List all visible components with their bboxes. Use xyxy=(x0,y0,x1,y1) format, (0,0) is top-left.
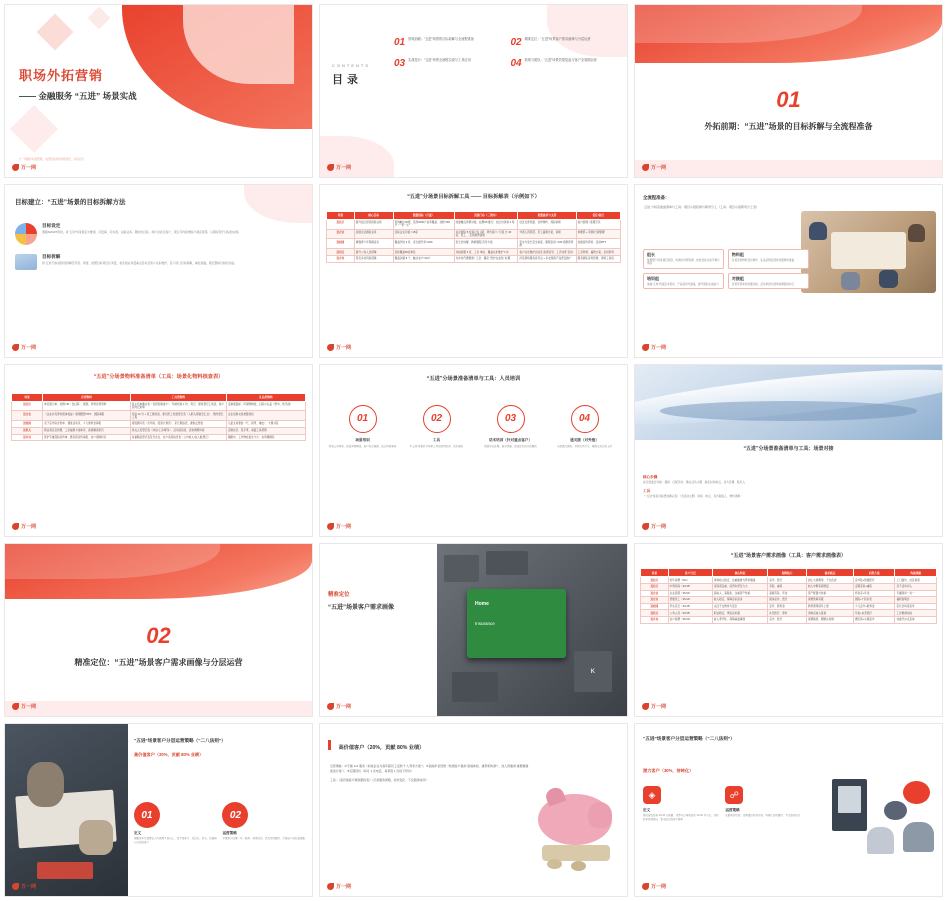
role-card xyxy=(643,249,724,269)
brand-logo xyxy=(12,523,36,531)
col-header: 场景 xyxy=(641,569,669,577)
card-number: 02 xyxy=(222,802,248,828)
brand-name: 万一网 xyxy=(21,524,37,531)
col-header: 需求痛点 xyxy=(806,569,853,577)
page-subtitle: 精准定位 xyxy=(328,592,350,599)
table-row: 进社区 中青家庭（30-45） 家庭责任重、房贷车贷压力大 寿险、重疾 收入中断家庭断层 定期寿险+重疾 亲子活动切入 xyxy=(641,584,937,591)
table-row: 进乡村 医护专属保险宣传单、惠民保宣传海报、农户保障折页 村委联络登记表及代办点、农户家庭信息表（人均收入/农人数登记） 围裙巾、工作物检查生卡片、农用便携包 xyxy=(12,434,306,441)
step-desc: 聚焦异议处理、需求挖掘、促成话术的实战模拟 xyxy=(484,444,537,448)
contents-item[interactable] xyxy=(394,58,503,69)
goal-decomposition-table xyxy=(326,211,621,263)
page-title: “五进”分场景目标拆解工具 —— 目标拆解表（示例如下） xyxy=(407,193,540,200)
col-header: 保障缺口 xyxy=(768,569,807,577)
brand-logo xyxy=(12,164,36,172)
card-title: 运营策略 xyxy=(222,831,237,836)
table-row: 进校园 学生家长（30-45） 关注子女教育与安全 意外、教育金 教育费用逐年上涨 少儿意外+教育金 家长会场景宣导 xyxy=(641,603,937,610)
brand-mark-icon xyxy=(12,703,19,710)
abstract-photo xyxy=(635,365,942,441)
table-row: 进机关 职业责任宣传册、工会福利方案单页、政策解读折页 机关人员登记表（岗位/工会/职务）、活动签到表、需求调研问卷 定制台历、签字笔、桌面工具笔筒 xyxy=(12,427,306,434)
brand-logo xyxy=(642,344,666,352)
strategy-card[interactable] xyxy=(643,786,720,821)
slide-potential-customers xyxy=(634,723,943,897)
decor-footer xyxy=(635,160,942,177)
key-label-k: K xyxy=(574,651,612,692)
brand-name: 万一网 xyxy=(651,524,667,531)
goal-block-body: 将“五进”目标按阶段拆解至月度、周度、按照目标责任任务量，将次级业务量重点目标及客户关系维护、签下的门目标拆解，减轻加锚，锁定整体目标的达成。 xyxy=(42,260,237,265)
contents-label-en: CONTENTS xyxy=(332,63,370,68)
training-step[interactable] xyxy=(328,405,397,448)
keyboard-photo xyxy=(437,544,627,716)
brand-logo xyxy=(327,523,351,531)
slide-contents xyxy=(319,4,628,178)
brand-name: 万一网 xyxy=(336,164,352,171)
docking-block-title: 核心步骤 xyxy=(643,474,658,479)
card-desc: 曾经留资咨询 10-30 万保额、或参与过场景活动 12-30 岁左右、或有较早咨询意向、暂未成交的客户群体 xyxy=(643,814,719,821)
page-title: 高价值客户（20%，贡献 80% 业绩） xyxy=(338,745,425,752)
cover-title: 职场外拓营销 xyxy=(19,68,104,83)
brand-logo xyxy=(642,883,666,891)
docking-block xyxy=(643,475,934,485)
contents-item-number: 04 xyxy=(510,58,522,69)
step-desc: 熟悉五进场景、政策背景解读、客户特点梳理，结合场景演练 xyxy=(328,444,397,448)
slide-prep-groups xyxy=(634,184,943,358)
step-desc: 6“五进”场景的分场景工具包使用培训、话术演练 xyxy=(409,444,464,448)
col-header: 礼品类物料 xyxy=(226,393,305,401)
contents-label-cn: 目录 xyxy=(332,74,362,86)
slide-goal-method xyxy=(4,184,313,358)
docking-block-desc: 社区居委会对接：摸排、匹配需求、确认活动主题、敲定时间地点，双方签署、联系人 xyxy=(643,480,746,484)
page-title: “五进”分场景准备清单与工具：人员培训 xyxy=(426,375,521,382)
col-header: 责任/备注 xyxy=(576,211,620,219)
brand-name: 万一网 xyxy=(651,344,667,351)
section-title: 精准定位：“五进”场景客户需求画像与分层运营 xyxy=(74,658,243,668)
contents-item-label: 妙笔前瞻：“五进”场景的目标拆解与全流程准备 xyxy=(408,37,474,41)
role-card-title: 物料组 xyxy=(731,251,744,257)
table-row: 进企业 拓展企业团险业务 目标企业对接 >15家 对企团险 8 位客户名 / 期、拜访客户 / 月度 计 20 家、员工 、互动教育落地 外部人资部部、员工福利方案、讲师 协理部 + 资源/行销管理 xyxy=(327,229,621,239)
col-header: 核心目标 xyxy=(354,211,393,219)
slide-goal-table xyxy=(319,184,628,358)
brand-mark-icon xyxy=(642,344,649,351)
brand-name: 万一网 xyxy=(21,884,37,890)
role-card-desc: 承接“五进”场景话术培训、产品培训与演练，提升团队实战能力 xyxy=(647,282,719,286)
goal-block xyxy=(15,254,302,270)
brand-name: 万一网 xyxy=(336,344,352,351)
step-label: 场景培训 xyxy=(355,437,370,442)
page-subtitle: 潜力客户（30%，待转化） xyxy=(643,768,694,774)
col-header: 匹配方案 xyxy=(853,569,894,577)
table-row: 进社区 单页展示单、社群 H5（含扫码）、展架、养老宣传资料 金主名单确认表（含居民联络卡）、年龄档案 1 份、笔记、现场登记工具表、客户意向记录单 定制保温杯、环保购物袋、扫码小礼品（纸巾、洗手液） xyxy=(12,401,306,411)
brand-mark-icon xyxy=(642,164,649,171)
slide-training-steps xyxy=(319,364,628,538)
docking-block-title: 工具 xyxy=(643,489,651,494)
contents-item-number: 01 xyxy=(394,37,406,48)
contents-item-number: 02 xyxy=(510,37,522,48)
signing-photo xyxy=(5,724,128,896)
card-desc: 专属客户经理一对一服务、季度回访、优先活动邀约、打通全产品权益链路 xyxy=(222,837,305,841)
brand-logo xyxy=(642,164,666,172)
title-bar-icon xyxy=(328,740,331,750)
brand-mark-icon xyxy=(642,703,649,710)
meeting-photo xyxy=(801,211,936,293)
brand-mark-icon xyxy=(12,883,19,890)
col-header: 场景 xyxy=(12,393,43,401)
brand-mark-icon xyxy=(12,344,19,351)
brand-logo xyxy=(327,344,351,352)
brand-name: 万一网 xyxy=(336,884,352,890)
page-title: “五进”场景客户分层运营策略（“二八法则”） xyxy=(133,738,226,744)
brand-mark-icon xyxy=(327,523,334,530)
prep-lead: 全流程准备： xyxy=(643,194,670,200)
col-header: 数据指标（月度） xyxy=(393,211,454,219)
table-row: 进企业 普通员工（25-40） 收入稳定、保障意识起步 团体意外、医疗 保费预算有限 团险+个险补充 福利说明会 xyxy=(641,597,937,604)
goal-block-head: 目标拆解 xyxy=(42,253,61,259)
card-title: 定义 xyxy=(643,808,651,813)
goal-block-body: 遵循SMART原则，将“五进”场景锁定为维项、可量算、可实现、关联业务、限时的目标，如针对社区客户，锁定月均新增客户满意度等，以期有利于目标的实现。 xyxy=(42,229,241,234)
cover-footnote: 万一网制作收集整理，未经授权请勿转载转发，违者必究 xyxy=(19,158,84,161)
table-row: 进校园 亲子意外险宣传单、课堂活动页、少儿教育金海报 班级测评表（含年龄、段落计划表）、家长联络表、课堂反馈表 儿童文具套装（尺、铅笔、橡皮）、卡通书签 xyxy=(12,421,306,428)
brand-mark-icon xyxy=(642,883,649,890)
step-number: 01 xyxy=(349,405,377,433)
brand-mark-icon xyxy=(327,344,334,351)
col-header: 核心特征 xyxy=(712,569,767,577)
brand-name: 万一网 xyxy=(21,344,37,351)
docking-block-desc: 《“五进”场景对接登录确认表》（含活动主题、时间、地点、双方联络人、物料清单） xyxy=(643,495,743,499)
col-header: 关键行动（三周内） xyxy=(454,211,518,219)
strategy-card[interactable] xyxy=(134,802,218,844)
detail-line: 工具：《高价值客户服务跟踪表》（记录服务周期、需求变化、下次服务时间） xyxy=(330,777,429,782)
brand-logo xyxy=(327,883,351,891)
decor-corner xyxy=(244,185,312,223)
slide-section-02 xyxy=(4,543,313,717)
layers-icon xyxy=(15,254,37,270)
page-title: “五进”场景客户需求画像（工具：客户需求画像表） xyxy=(730,553,846,560)
contents-item[interactable] xyxy=(511,58,620,69)
slide-cover xyxy=(4,4,313,178)
brand-logo xyxy=(642,523,666,531)
table-row: 进乡村 农户客群（35-60） 收入季节性、保障基础薄弱 意外、医疗 保费敏感、理赔认知弱 惠民保+小额意外 村委代办点宣讲 xyxy=(641,617,937,624)
illustration xyxy=(832,770,936,859)
table-row: 进乡村 普及乡村风险保障 覆盖乡镇 8 个、触达农户>30户 对乡村代理渠道 / 工会、镇府 “医护关爱包” 时期 涉及现场服务宣导点 + 乡农保险产品普及推广 服务团队宣传资源、现场工具包 xyxy=(327,255,621,262)
contents-item-number: 03 xyxy=(394,58,406,69)
cover-subtitle: —— 金融服务 “五进” 场景实战 xyxy=(19,91,137,101)
col-header: 工具类物料 xyxy=(130,393,226,401)
slide-scene-docking xyxy=(634,364,943,538)
brand-name: 万一网 xyxy=(336,704,352,711)
col-header: 资源需求与支持 xyxy=(518,211,576,219)
brand-mark-icon xyxy=(642,523,649,530)
docking-block xyxy=(643,489,934,499)
brand-name: 万一网 xyxy=(651,704,667,711)
brand-mark-icon xyxy=(12,523,19,530)
prep-lead-detail: ·五进·分场景准备清单与工具：项目小组搭建与职责分工（工具：项目小组职责分工表） xyxy=(643,204,759,209)
slide-portrait-table xyxy=(634,543,943,717)
table-row: 进机关 公务人员（30-55） 职业稳定、风险意识强 补充医疗、养老 退休后收入落差 年金+补充医疗 工会渠道对接 xyxy=(641,610,937,617)
page-title: “五进”分场景物料准备清单（工具：场景化物料核查表） xyxy=(93,373,224,380)
brand-logo xyxy=(327,703,351,711)
strategy-card[interactable] xyxy=(725,786,802,821)
brand-logo xyxy=(12,344,36,352)
card-desc: 社群养护运营、定期推送科普内容、场景化活动邀约、节点促成转化 xyxy=(725,814,801,818)
brand-name: 万一网 xyxy=(651,164,667,171)
key-label-home: Home xyxy=(475,601,489,608)
card-desc: 保额或年化保费在人均保费 3 倍以上、转介绍客户，或企业、机关、校园核心决策层客户 xyxy=(133,837,217,844)
strategy-card[interactable] xyxy=(222,802,306,844)
hand-icon: ☍ xyxy=(725,786,743,804)
page-title: “五进”场景客户需求画像 xyxy=(328,605,395,612)
role-card xyxy=(728,273,809,289)
contents-item-label: 收尾与团队：“五进”场景效果复盘与客户全周期运营 xyxy=(524,58,597,62)
brand-mark-icon xyxy=(327,703,334,710)
slide-material-table xyxy=(4,364,313,538)
page-title: 目标建立：“五进”场景的目标拆解方法 xyxy=(15,198,126,206)
page-title: “五进”场景客户分层运营策略（“二八法则”） xyxy=(643,736,735,742)
brand-name: 万一网 xyxy=(651,884,667,890)
training-step[interactable] xyxy=(550,405,619,448)
brand-mark-icon xyxy=(12,164,19,171)
role-card-title: 培训组 xyxy=(647,275,659,281)
table-row: 进社区 提升社区居民保险认知 咨询触达40组、签约2000户业务覆盖、挂载 500 户 “一老一小” 党建摊点资源对接、社群H5 推行、社区内讲堂 2 场 社区支部党建、宣传物料、保险讲师 客户经理 / 客服专员 xyxy=(327,219,621,229)
key-label-insurance: Insurance xyxy=(475,620,495,626)
contents-item-label: 实战技行：“五进”场景全流程实战与工具应用 xyxy=(408,58,471,62)
col-header: 宣传物料 xyxy=(43,393,131,401)
brand-logo xyxy=(12,703,36,711)
slide-high-value-detail xyxy=(319,723,628,897)
goal-block-head: 目标设定 xyxy=(42,222,61,228)
role-card-title: 组长 xyxy=(647,251,655,257)
role-card-desc: 负责宣传物料设计制作、礼品采购及现场布置物料准备 xyxy=(731,258,795,262)
slide-keyboard xyxy=(319,543,628,717)
brand-logo xyxy=(327,164,351,172)
material-checklist-table xyxy=(11,393,306,442)
brand-mark-icon xyxy=(327,883,334,890)
gift-icon: ◈ xyxy=(643,786,661,804)
role-card-desc: 统筹整个场景项目进度，协调内外部资源，把控目标达成节奏与风险 xyxy=(647,258,720,266)
step-label: 工具 xyxy=(432,437,441,442)
table-row: 进企业 《企业补充养老团体权益》展架图册 PPT、团险海报 年度 12 月 + 员工测试表、新旧员工档案登记表（入职入职信息汇总）、预约登记工具 企业定制文具类随身包 xyxy=(12,411,306,421)
section-number: 02 xyxy=(146,623,171,649)
role-card xyxy=(643,273,724,289)
table-row: 进企业 企业高管（35-50） 高收入、高税负、注重资产传承 高额寿险、年金 资产配置与传承 终身寿+年金 专属顾问一对一 xyxy=(641,590,937,597)
piggybank-photo xyxy=(531,776,623,876)
brand-logo xyxy=(12,883,36,891)
page-subtitle: 高价值客户（20%，贡献 80% 业绩） xyxy=(133,752,204,758)
card-number: 01 xyxy=(134,802,160,828)
role-card xyxy=(728,249,809,269)
col-header: 场景 xyxy=(327,211,355,219)
step-number: 03 xyxy=(497,405,525,433)
brand-logo xyxy=(642,703,666,711)
col-header: 沟通策略 xyxy=(895,569,937,577)
role-card-title: 对接组 xyxy=(731,275,744,281)
table-row: 进社区 老年客群（60+） 退休收入稳定、注重健康与养老储备 意外、医疗 担心大病费用、子女负担 意外险+防癌医疗 上门面访、社区讲堂 xyxy=(641,577,937,584)
decor-footer xyxy=(5,701,312,716)
step-label: 通关演（对外接） xyxy=(570,437,599,442)
section-number: 01 xyxy=(776,87,801,113)
table-row: 进机关 提升公务人员保障 目标覆盖60家单位 对接客服 3 家、工会 单位、覆盖关系维护 3 次 客户关系维护活动及 政策宣导、工会内部 宣讲 工会资源、福利方案、宣讲资料 xyxy=(327,249,621,256)
customer-portrait-table xyxy=(640,568,937,623)
target-icon xyxy=(15,223,37,245)
step-label: 话术培训（针对重点客户） xyxy=(488,437,533,442)
page-title: “五进”分场景准备清单与工具：场景对接 xyxy=(743,446,834,453)
step-desc: 分组通关演练、导师点评打分，确保全员达标上岗 xyxy=(556,444,612,448)
brand-name: 万一网 xyxy=(336,524,352,531)
training-step[interactable] xyxy=(402,405,471,448)
goal-block xyxy=(15,223,302,245)
slide-section-01 xyxy=(634,4,943,178)
contents-item-label: 精准定位：“五进”场景客户需求画像与分层运营 xyxy=(524,37,591,41)
role-card-desc: 负责外部单位沟通对接、活动审批与现场协调落地执行 xyxy=(731,282,795,286)
brand-mark-icon xyxy=(327,164,334,171)
detail-line: 运营策略：①专属 1v1 服务（如进企业为高年薪员工定制“个人养老方案”）；②高端年金回馈（知道客户提供“高端体检、康养机构游”）、选人预邀请“重要健康促进方案”）；③定期回访（每月 1 次电话，每季度 1 次线下拜访） xyxy=(330,764,529,773)
card-title: 定义 xyxy=(133,831,142,836)
step-number: 04 xyxy=(571,405,599,433)
section-title: 外拓前期：“五进”场景的目标拆解与全流程准备 xyxy=(704,122,873,132)
training-step[interactable] xyxy=(476,405,545,448)
card-title: 运营策略 xyxy=(725,808,740,813)
brand-name: 万一网 xyxy=(21,164,37,171)
col-header: 客户分层 xyxy=(668,569,712,577)
slide-high-value xyxy=(4,723,313,897)
contents-item[interactable] xyxy=(511,37,620,48)
step-number: 02 xyxy=(423,405,451,433)
brand-name: 万一网 xyxy=(21,704,37,711)
table-row: 进校园 增强青少年保障意识 覆盖学校 3 所、家长提升率>60% 家长会讲解、教师课程 宣导方案 学生与家长安全讲座、课程宣讲 >100 场教育资源 校园宣传资料、宣讲PPT xyxy=(327,239,621,249)
contents-item[interactable] xyxy=(394,37,503,48)
